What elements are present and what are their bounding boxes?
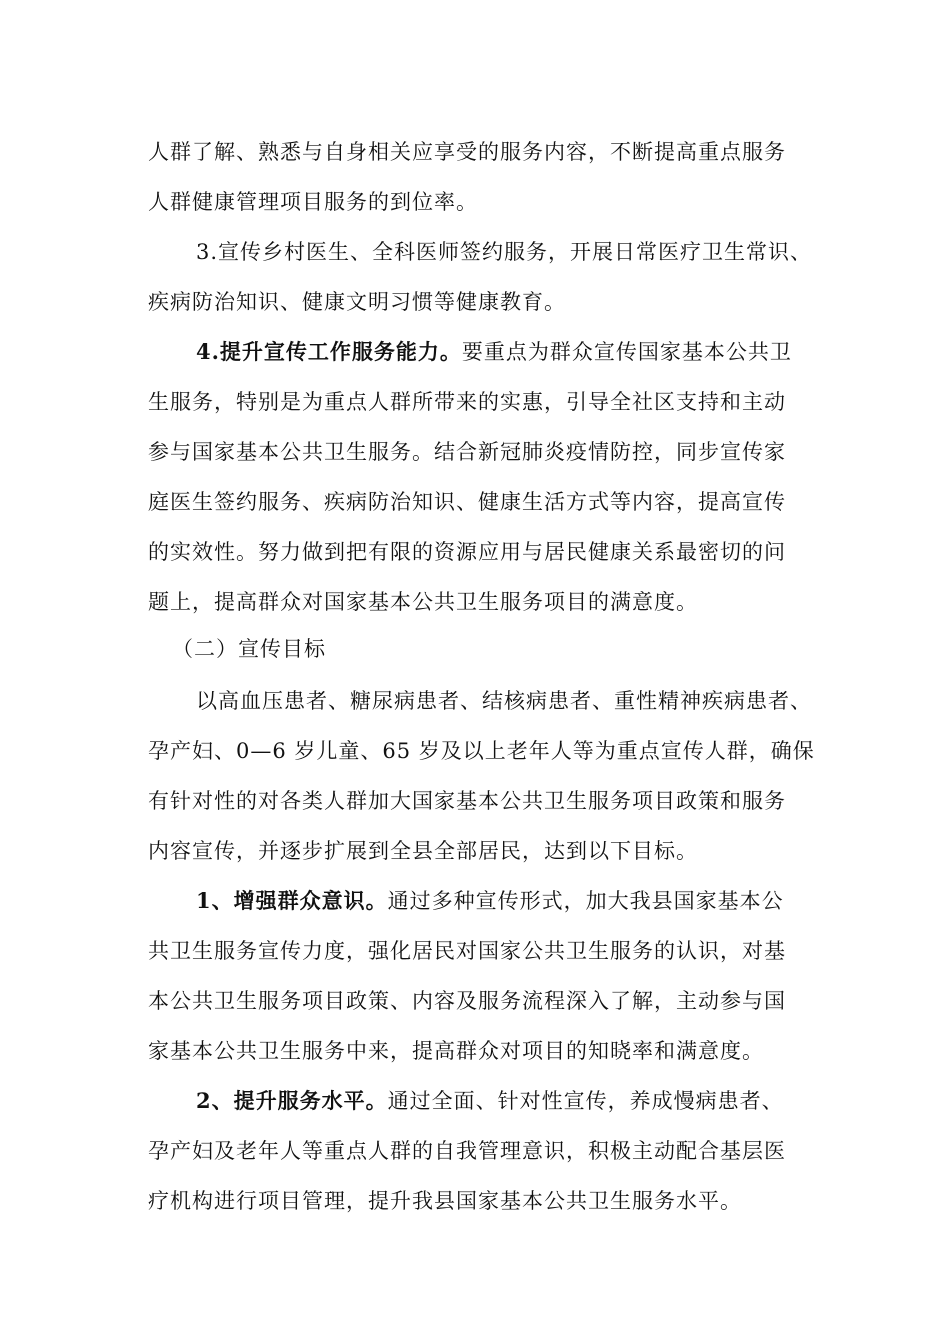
- paragraph-line: 庭医生签约服务、疾病防治知识、健康生活方式等内容，提高宣传: [148, 490, 786, 514]
- paragraph-line: 3.宣传乡村医生、全科医师签约服务，开展日常医疗卫生常识、: [196, 240, 813, 264]
- paragraph-line: 内容宣传，并逐步扩展到全县全部居民，达到以下目标。: [148, 839, 698, 863]
- paragraph-line: 家基本公共卫生服务中来，提高群众对项目的知晓率和满意度。: [148, 1039, 764, 1063]
- paragraph-line: 本公共卫生服务项目政策、内容及服务流程深入了解，主动参与国: [148, 989, 786, 1013]
- paragraph-line: 生服务，特别是为重点人群所带来的实惠，引导全社区支持和主动: [148, 390, 786, 414]
- paragraph-line: [196, 888, 784, 914]
- paragraph-line: 孕产妇及老年人等重点人群的自我管理意识，积极主动配合基层医: [148, 1139, 786, 1163]
- paragraph-line: 共卫生服务宣传力度，强化居民对国家公共卫生服务的认识，对基: [148, 939, 786, 963]
- paragraph-line: 参与国家基本公共卫生服务。结合新冠肺炎疫情防控，同步宣传家: [148, 440, 786, 464]
- paragraph-text: 通过多种宣传形式，加大我县国家基本公: [387, 889, 784, 913]
- paragraph-line: 疗机构进行项目管理，提升我县国家基本公共卫生服务水平。: [148, 1189, 742, 1213]
- paragraph-line: 题上，提高群众对国家基本公共卫生服务项目的满意度。: [148, 590, 698, 614]
- paragraph-line: 的实效性。努力做到把有限的资源应用与居民健康关系最密切的问: [148, 540, 786, 564]
- paragraph-line: [196, 339, 792, 365]
- paragraph-line: 孕产妇、0—6 岁儿童、65 岁及以上老年人等为重点宣传人群，确保: [148, 739, 815, 763]
- paragraph-line: 人群了解、熟悉与自身相关应享受的服务内容，不断提高重点服务: [148, 140, 786, 164]
- paragraph-line: 人群健康管理项目服务的到位率。: [148, 190, 478, 214]
- paragraph-text: 通过全面、针对性宣传，养成慢病患者、: [387, 1089, 784, 1113]
- paragraph-line: 有针对性的对各类人群加大国家基本公共卫生服务项目政策和服务: [148, 789, 786, 813]
- paragraph-text: 要重点为群众宣传国家基本公共卫: [461, 340, 792, 364]
- section-heading: （二）宣传目标: [172, 637, 326, 661]
- paragraph-line: [196, 1088, 784, 1114]
- item-heading: 4.提升宣传工作服务能力。: [196, 339, 462, 364]
- item-heading: 1、增强群众意识。: [196, 888, 388, 913]
- paragraph-line: 以高血压患者、糖尿病患者、结核病患者、重性精神疾病患者、: [196, 689, 812, 713]
- paragraph-line: 疾病防治知识、健康文明习惯等健康教育。: [148, 290, 566, 314]
- item-heading: 2、提升服务水平。: [196, 1088, 388, 1113]
